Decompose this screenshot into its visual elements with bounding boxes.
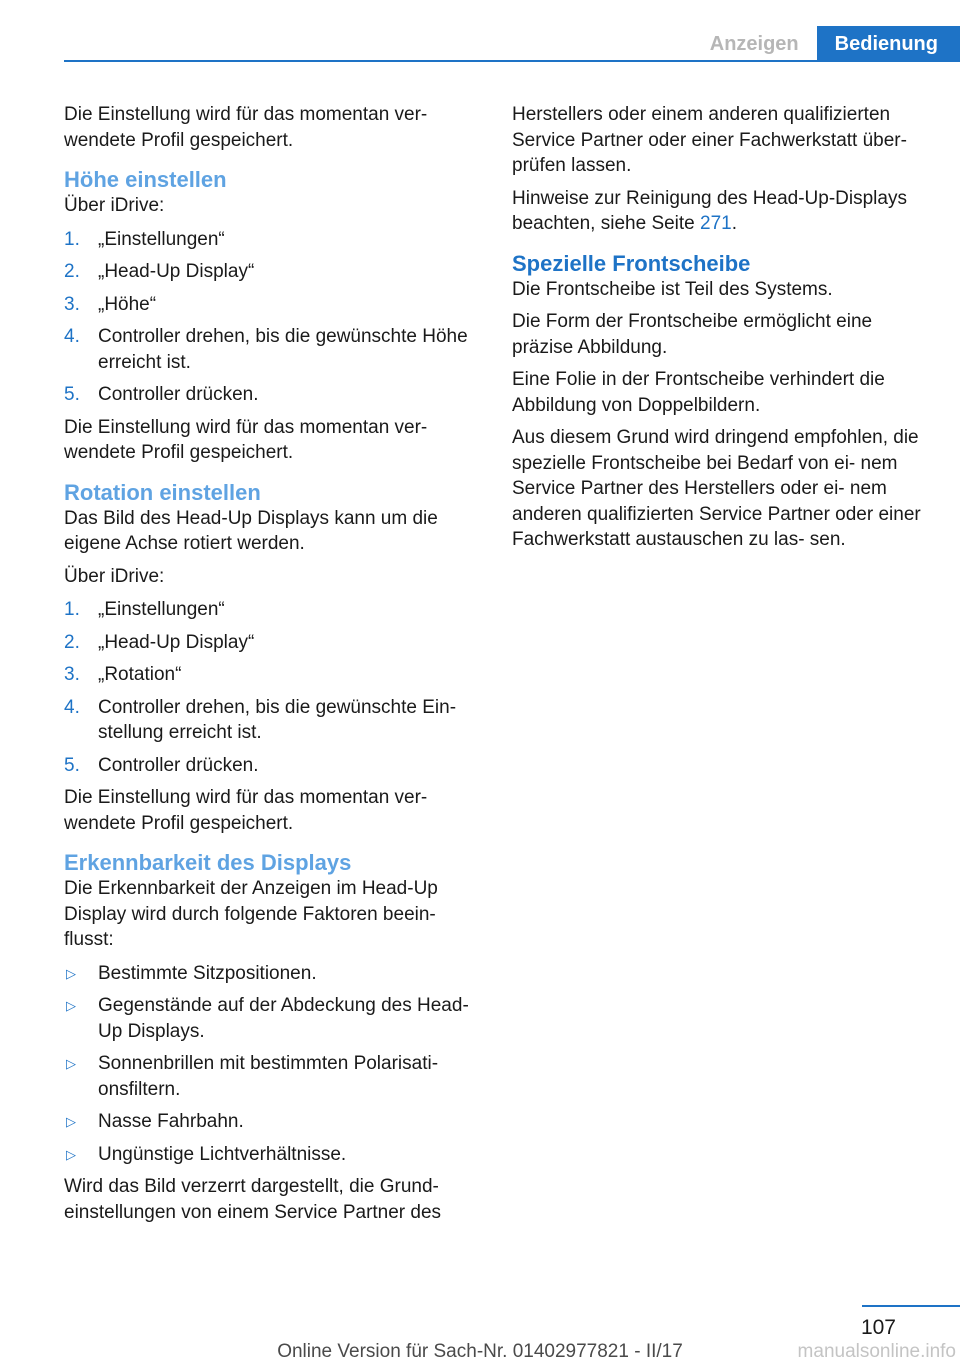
step-number: 1. [64, 228, 80, 250]
bullet-text: Nasse Fahrbahn. [98, 1111, 244, 1132]
list-item [64, 662, 478, 688]
list-item [64, 753, 478, 779]
step-number: 4. [64, 696, 80, 718]
page-link[interactable]: 271 [700, 213, 732, 234]
cleaning-paragraph [512, 186, 926, 237]
list-item [64, 227, 478, 253]
step-number: 5. [64, 384, 80, 405]
header-rule [64, 60, 960, 62]
triangle-bullet-icon: ▷ [66, 998, 76, 1013]
step-number: 2. [64, 631, 80, 653]
triangle-bullet-icon: ▷ [66, 1114, 76, 1129]
visibility-factors [64, 961, 478, 1168]
step-text: „Einstellungen“ [98, 228, 225, 250]
list-item [64, 597, 478, 623]
section-heading-windshield: Spezielle Frontscheibe [512, 250, 751, 276]
bullet-text: Ungünstige Lichtverhältnisse. [98, 1143, 347, 1165]
footer-rule [862, 1305, 960, 1307]
idrive-lead: Über iDrive: [64, 565, 165, 587]
step-number: 5. [64, 754, 80, 776]
watermark: manualsonline.info [797, 1341, 956, 1362]
step-text: Controller drücken. [98, 384, 259, 405]
rotation-intro: Das Bild des Head-Up Displays kann um die eigene Achse rotiert werden. [64, 507, 438, 554]
height-note: Die Einstellung wird für das momentan ver‐ wendete Profil gespeichert. [64, 416, 428, 463]
list-item [64, 259, 478, 285]
list-item [64, 292, 478, 318]
triangle-bullet-icon: ▷ [66, 1146, 76, 1162]
step-number: 3. [64, 293, 80, 315]
step-text: „Rotation“ [98, 664, 182, 685]
list-item [64, 324, 478, 375]
visibility-closing: Wird das Bild verzerrt dargestellt, die Grund‐ einstellungen von einem Service Partner des [64, 1176, 442, 1223]
step-text: „Head-Up Display“ [98, 261, 255, 282]
list-item [64, 630, 478, 656]
bullet-text: Sonnenbrillen mit bestimmten Polarisati‐ onsfiltern. [98, 1053, 439, 1100]
step-text: Controller drehen, bis die gewünschte Ein‐ stellung erreicht ist. [98, 696, 457, 743]
step-text: „Höhe“ [98, 293, 157, 315]
idrive-lead: Über iDrive: [64, 195, 165, 216]
list-item [64, 695, 478, 746]
list-item [64, 1109, 478, 1135]
bullet-text: Gegenstände auf der Abdeckung des Head-Up Displays. [98, 995, 469, 1042]
windshield-paragraph: Eine Folie in der Frontscheibe verhindert die Abbildung von Doppelbildern. [512, 369, 885, 416]
cleaning-end: . [731, 213, 738, 234]
windshield-paragraph: Aus diesem Grund wird dringend empfohlen, die spezielle Frontscheibe bei Bedarf von ei‐ nem Service Partner des Herstellers oder ei‐ nem anderen qualifizierten Service Partner oder einer Fachwerkstatt austauschen zu las‐ sen. [512, 427, 921, 550]
list-item [64, 382, 478, 408]
step-number: 4. [64, 326, 80, 347]
tab-bedienung[interactable]: Bedienung [817, 26, 960, 62]
section-heading-height: Höhe einstellen [64, 167, 227, 192]
header-tabs [692, 26, 960, 62]
step-text: Controller drehen, bis die gewünschte Höhe erreicht ist. [98, 326, 468, 373]
step-text: „Einstellungen“ [98, 599, 225, 620]
step-number: 1. [64, 599, 80, 620]
list-item [64, 993, 478, 1044]
footer-note: Online Version für Sach-Nr. 01402977821 - II/17 [277, 1341, 683, 1362]
right-column [512, 102, 926, 560]
step-number: 2. [64, 261, 80, 282]
rotation-note: Die Einstellung wird für das momentan ver‐ wendete Profil gespeichert. [64, 787, 428, 834]
visibility-intro: Die Erkennbarkeit der Anzeigen im Head-Up Display wird durch folgende Faktoren beein‐ flusst: [64, 878, 438, 950]
cleaning-text: Hinweise zur Reinigung des Head-Up-Displays beachten, siehe Seite [512, 187, 907, 234]
windshield-paragraph: Die Form der Frontscheibe ermöglicht eine präzise Abbildung. [512, 311, 873, 358]
left-column [64, 102, 478, 1232]
list-item [64, 1051, 478, 1102]
page-number: 107 [860, 1316, 896, 1339]
bullet-text: Bestimmte Sitzpositionen. [98, 962, 317, 984]
triangle-bullet-icon: ▷ [66, 965, 76, 981]
continuation-paragraph: Herstellers oder einem anderen qualifizierten Service Partner oder einer Fachwerkstatt über‐ prüfen lassen. [512, 104, 907, 176]
intro-paragraph: Die Einstellung wird für das momentan ver‐ wendete Profil gespeichert. [64, 104, 428, 151]
section-heading-rotation: Rotation einstellen [64, 479, 261, 505]
rotation-steps [64, 597, 478, 778]
windshield-paragraph: Die Frontscheibe ist Teil des Systems. [512, 278, 833, 300]
section-heading-visibility: Erkennbarkeit des Displays [64, 850, 352, 875]
step-number: 3. [64, 664, 80, 685]
step-text: Controller drücken. [98, 754, 259, 776]
list-item [64, 961, 478, 987]
height-steps [64, 227, 478, 408]
triangle-bullet-icon: ▷ [66, 1056, 76, 1071]
step-text: „Head-Up Display“ [98, 631, 255, 653]
tab-anzeigen[interactable]: Anzeigen [709, 33, 799, 55]
list-item [64, 1142, 478, 1168]
